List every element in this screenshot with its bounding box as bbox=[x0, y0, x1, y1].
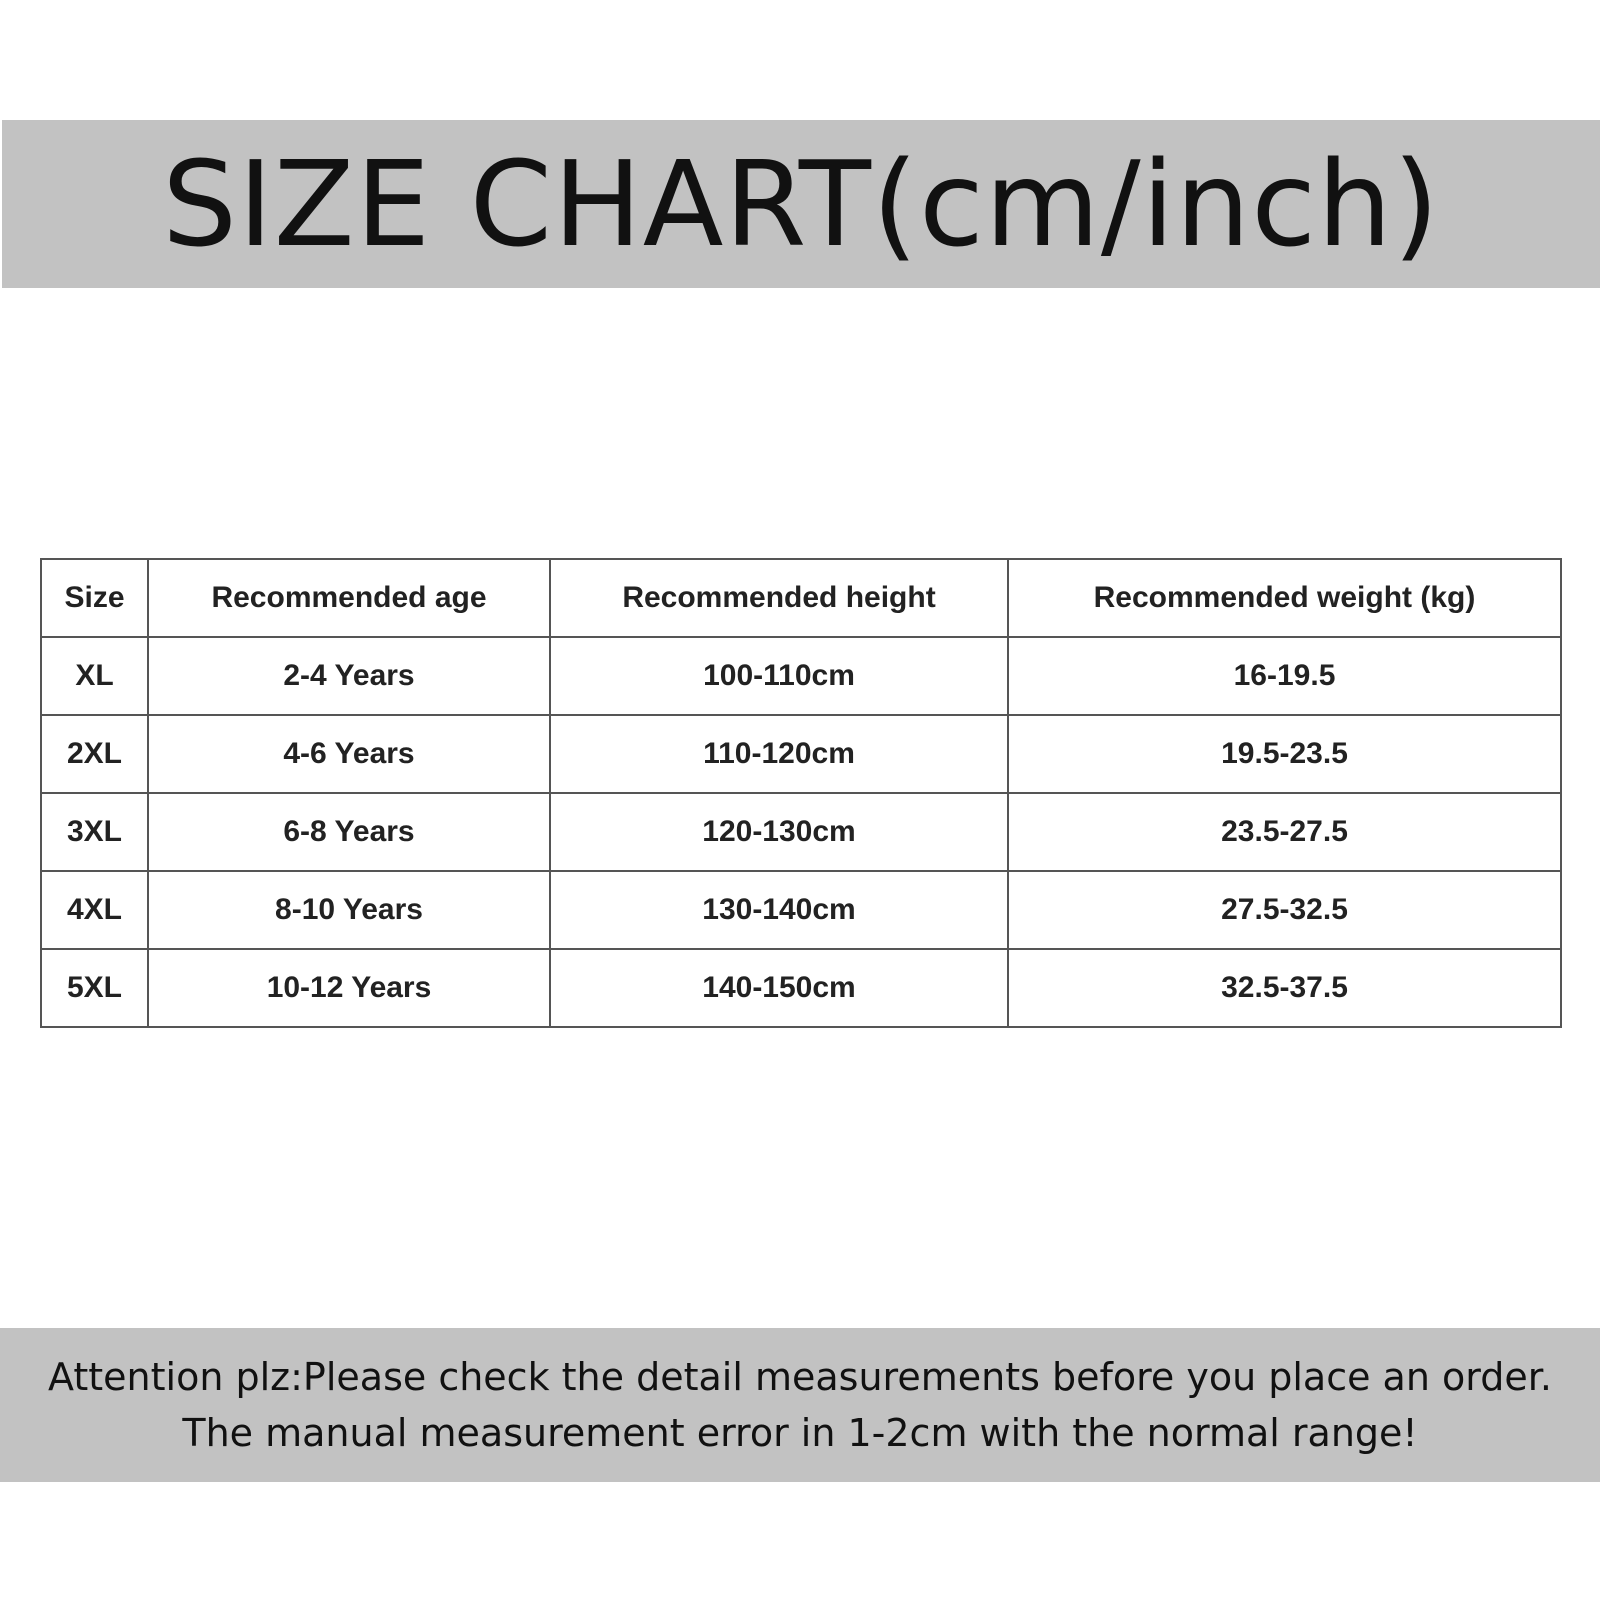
cell-size: 2XL bbox=[41, 715, 148, 793]
cell-age: 2-4 Years bbox=[148, 637, 550, 715]
header-size: Size bbox=[41, 559, 148, 637]
cell-weight: 16-19.5 bbox=[1008, 637, 1561, 715]
cell-height: 120-130cm bbox=[550, 793, 1008, 871]
cell-height: 100-110cm bbox=[550, 637, 1008, 715]
page-title: SIZE CHART(cm/inch) bbox=[162, 135, 1440, 273]
title-banner bbox=[2, 120, 1600, 288]
table-row bbox=[41, 949, 1561, 1027]
cell-size: 3XL bbox=[41, 793, 148, 871]
cell-size: XL bbox=[41, 637, 148, 715]
notice-line-1: Attention plz:Please check the detail measurements before you place an order. bbox=[48, 1355, 1552, 1399]
notice-banner bbox=[0, 1328, 1600, 1482]
cell-age: 8-10 Years bbox=[148, 871, 550, 949]
size-table bbox=[40, 558, 1562, 1028]
header-recommended-age: Recommended age bbox=[148, 559, 550, 637]
cell-age: 6-8 Years bbox=[148, 793, 550, 871]
notice-line-2: The manual measurement error in 1-2cm with the normal range! bbox=[182, 1411, 1418, 1455]
cell-height: 110-120cm bbox=[550, 715, 1008, 793]
cell-age: 10-12 Years bbox=[148, 949, 550, 1027]
cell-size: 5XL bbox=[41, 949, 148, 1027]
table-header-row bbox=[41, 559, 1561, 637]
cell-weight: 19.5-23.5 bbox=[1008, 715, 1561, 793]
cell-age: 4-6 Years bbox=[148, 715, 550, 793]
cell-weight: 32.5-37.5 bbox=[1008, 949, 1561, 1027]
cell-height: 140-150cm bbox=[550, 949, 1008, 1027]
header-recommended-height: Recommended height bbox=[550, 559, 1008, 637]
header-recommended-weight: Recommended weight (kg) bbox=[1008, 559, 1561, 637]
cell-weight: 27.5-32.5 bbox=[1008, 871, 1561, 949]
table-row bbox=[41, 793, 1561, 871]
table-row bbox=[41, 715, 1561, 793]
cell-size: 4XL bbox=[41, 871, 148, 949]
table-row bbox=[41, 637, 1561, 715]
cell-weight: 23.5-27.5 bbox=[1008, 793, 1561, 871]
table-row bbox=[41, 871, 1561, 949]
cell-height: 130-140cm bbox=[550, 871, 1008, 949]
